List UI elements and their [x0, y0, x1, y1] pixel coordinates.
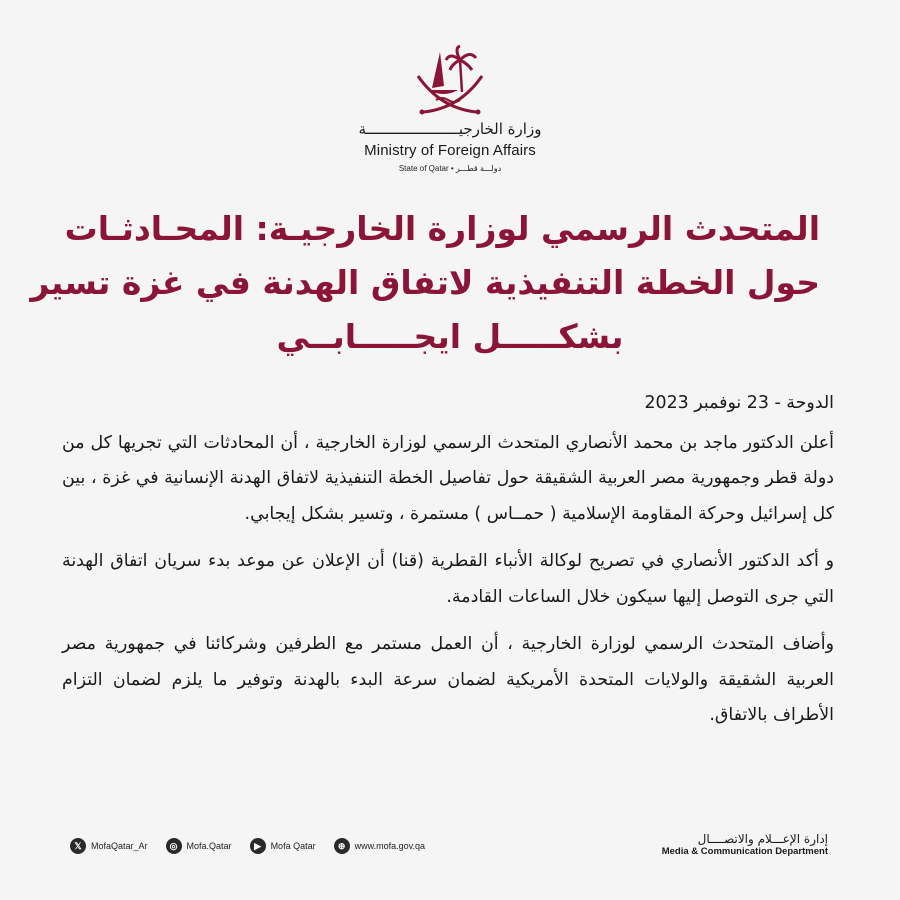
youtube-icon: ▶: [250, 838, 266, 854]
social-youtube-link[interactable]: [250, 838, 316, 854]
qatar-emblem-icon: [410, 38, 490, 118]
dateline: الدوحة - 23 نوفمبر 2023: [644, 393, 834, 413]
x-icon: 𝕏: [70, 838, 86, 854]
social-links: [70, 838, 425, 854]
instagram-icon: ◎: [166, 838, 182, 854]
ministry-name-english: Ministry of Foreign Affairs: [364, 142, 536, 159]
footer: [0, 832, 900, 872]
social-instagram-label: Mofa.Qatar: [186, 841, 232, 851]
paragraph-1: أعلن الدكتور ماجد بن محمد الأنصاري المتحدث الرسمي لوزارة الخارجية ، أن المحادثات التي تجريها كل من دولة قطر وجمهورية مصر العربية الشقيقة حول تفاصيل الخطة التنفيذية لاتفاق الهدنة الإنسانية في غزة ، بين كل إسرائيل وحركة المقاومة الإسلامية ( حمــاس ) مستمرة ، وتسير بشكل إيجابي.: [62, 432, 834, 524]
social-x-label: MofaQatar_Ar: [91, 841, 148, 851]
social-youtube-label: Mofa Qatar: [270, 841, 316, 851]
headline: [30, 202, 820, 364]
state-line: State of Qatar • دولـــة قطـــر: [398, 164, 502, 173]
statement-body: [62, 386, 834, 746]
social-x-link[interactable]: [70, 838, 148, 854]
website-link[interactable]: [334, 838, 425, 854]
website-label: www.mofa.gov.qa: [354, 841, 425, 851]
social-instagram-link[interactable]: [166, 838, 232, 854]
headline-line-1: المتحدث الرسمي لوزارة الخارجيـة: المحـادثـات: [64, 209, 820, 248]
headline-line-3: بشكـــــل ايجـــــابــي: [276, 317, 624, 356]
paragraph-3: وأضاف المتحدث الرسمي لوزارة الخارجية ، أن العمل مستمر مع الطرفين وشركائنا في جمهورية مصر العربية الشقيقة والولايات المتحدة الأمريكية لضمان سرعة البدء بالهدنة وتوفير ما يلزم لضمان التزام الأطراف بالاتفاق.: [62, 634, 834, 725]
globe-icon: ⊕: [334, 838, 350, 854]
department-block: [662, 832, 828, 857]
department-name-english: Media & Communication Department: [661, 846, 828, 857]
headline-line-2: حول الخطة التنفيذية لاتفاق الهدنة في غزة تسير: [30, 263, 820, 302]
department-name-arabic: إدارة الإعـــلام والاتصــــال: [697, 832, 828, 846]
ministry-name-arabic: وزارة الخارجيـــــــــــــــــــــة: [358, 120, 542, 138]
paragraph-2: و أكد الدكتور الأنصاري في تصريح لوكالة الأنباء القطرية (قنا) أن الإعلان عن موعد بدء سريان اتفاق الهدنة التي جرى التوصل إليها سيكون خلال الساعات القادمة.: [62, 551, 834, 607]
